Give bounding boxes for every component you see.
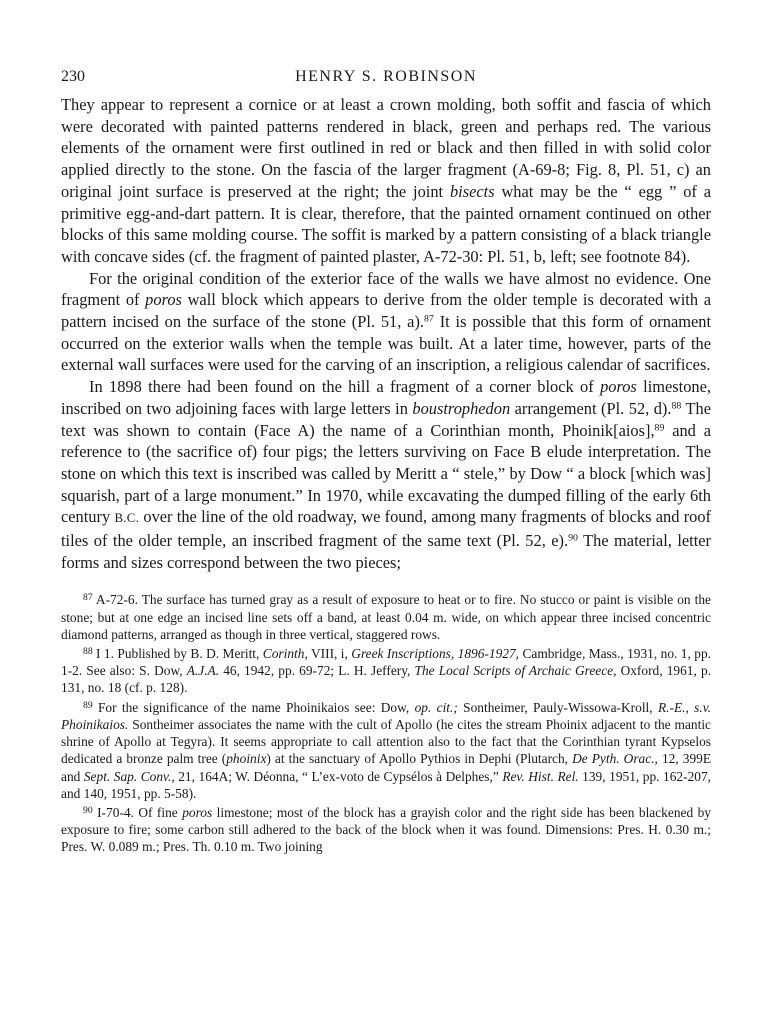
footnote-number: 87	[83, 592, 93, 604]
paragraph	[61, 376, 711, 573]
text-run: wall block which appears to derive from the older temple is decorated with a pattern incised on the surface of the stone (Pl. 51, a).	[61, 290, 711, 332]
footnote	[61, 699, 711, 802]
footnote-ref: 89	[654, 422, 665, 434]
footnote-number: 90	[83, 805, 93, 817]
footnote-number: 89	[83, 699, 93, 711]
text-run: I-70-4. Of fine	[92, 804, 183, 820]
text-run: Oxford, 1961, p. 131, no. 18 (cf. p. 128).	[61, 663, 711, 696]
text-run: For the original condition of the exterior face of the walls we have almost no evidence. One fragment of	[61, 268, 711, 310]
running-head	[61, 68, 711, 94]
paragraph	[61, 268, 711, 377]
italic-text: R.-E., s.v. Phoinikaios.	[61, 699, 711, 732]
italic-text: poros	[182, 804, 213, 820]
page-number: 230	[61, 68, 85, 85]
text-run: ) at the sanctuary of Apollo Pythios in Dephi (Plutarch,	[266, 751, 573, 767]
text-run: 21, 164A; W. Déonna, “ L’ex-voto de Cypsélos à Delphes,”	[174, 768, 503, 784]
italic-text: poros	[600, 377, 637, 397]
text-run: what may be the “ egg ” of a primitive egg-and-dart pattern. It is clear, therefore, that the painted ornament continued on other blocks of this same molding course. The soffit is marked by a pattern consisting of a black triangle with concave sides (cf. the fragment of painted plaster, A-72-30: Pl. 51, b, left; see footnote 84).	[61, 181, 711, 266]
text-run: 46, 1942, pp. 69-72; L. H. Jeffery,	[219, 663, 415, 679]
text-run: over the line of the old roadway, we found, among many fragments of blocks and roof tiles of the older temple, an inscribed fragment of the same text (Pl. 52, e).	[61, 507, 712, 551]
small-caps-text: B.C.	[114, 511, 140, 526]
text-run: For the significance of the name Phoinikaios see: Dow,	[92, 699, 415, 715]
footnote-ref: 88	[671, 400, 682, 412]
italic-text: boustrophedon	[412, 398, 511, 418]
italic-text: poros	[145, 290, 182, 310]
italic-text: Corinth,	[262, 646, 308, 662]
text-run: Sontheimer associates the name with the cult of Apollo (he cites the stream Phoinix adjacent to the mantic shrine of Apollo at Tegyra). It seems appropriate to call attention also to the fact that the Corinthian tyrant Kypselos dedicated a bronze palm tree (	[61, 716, 711, 767]
italic-text: A.J.A.	[186, 663, 220, 679]
footnotes	[61, 591, 711, 855]
italic-text: The Local Scripts of Archaic Greece,	[414, 663, 617, 679]
footnote-ref: 87	[424, 313, 434, 325]
italic-text: phoinix	[226, 751, 267, 767]
footnote-ref: 90	[568, 532, 578, 544]
body-text	[61, 94, 711, 573]
header-title: HENRY S. ROBINSON	[295, 68, 477, 85]
footnote-number: 88	[83, 646, 93, 658]
text-run: Cambridge, Mass., 1931, no. 1, pp. 1-2. See also: S. Dow,	[61, 646, 711, 679]
text-run: 139, 1951, pp. 162-207, and 140, 1951, pp. 5-58).	[61, 768, 712, 801]
page	[61, 68, 711, 858]
paragraph	[61, 94, 711, 268]
text-run: Sontheimer, Pauly-Wissowa-Kroll,	[457, 699, 658, 715]
text-run: 12, 399E and	[61, 751, 712, 784]
italic-text: Greek Inscriptions, 1896-1927,	[351, 646, 520, 662]
text-run: The material, letter forms and sizes correspond between the two pieces;	[61, 531, 711, 572]
text-run: VIII, i,	[307, 646, 352, 662]
italic-text: op. cit.;	[414, 699, 458, 715]
text-run: It is possible that this form of ornament occurred on the exterior walls when the temple was built. At a later time, however, parts of the external wall surfaces were used for the carving of an inscription, a religious calendar of sacrifices.	[61, 312, 712, 375]
text-run: They appear to represent a cornice or at least a crown molding, both soffit and fascia of which were decorated with painted patterns rendered in black, green and perhaps red. The various elements of the ornament were first outlined in red or black and then filled in with solid color applied directly to the stone. On the fascia of the larger fragment (A-69-8; Fig. 8, Pl. 51, c) an original joint surface is preserved at the right; the joint	[61, 95, 711, 201]
text-run: and a reference to (the sacrifice of) four pigs; the letters surviving on Face B elude interpretation. The stone on which this text is inscribed was called by Meritt a “ stele,” by Dow “ a block [which was] squarish, part of a large monument.” In 1970, while excavating the dumped filling of the early 6th century	[61, 420, 711, 527]
italic-text: Sept. Sap. Conv.,	[83, 768, 175, 784]
italic-text: bisects	[449, 181, 495, 201]
text-run: limestone, inscribed on two adjoining faces with large letters in	[61, 377, 711, 418]
text-run: A-72-6. The surface has turned gray as a result of exposure to heat or to fire. No stucco or paint is visible on the stone; but at one edge an incised line sets off a band, at least 0.04 m. wide, on which appear three incised concentric diamond patterns, arranged as though in three vertical, staggered rows.	[61, 592, 711, 642]
text-run: The text was shown to contain (Face A) the name of a Corinthian month, Phoinik[aios],	[61, 398, 711, 440]
italic-text: De Pyth. Orac.,	[572, 751, 658, 767]
italic-text: Rev. Hist. Rel.	[502, 768, 579, 784]
text-run: limestone; most of the block has a grayish color and the right side has been blackened by exposure to fire; some carbon still adhered to the back of the block when it was found. Dimensions: Pres. H. 0.30 m.; Pres. W. 0.089 m.; Pres. Th. 0.10 m. Two joining	[61, 804, 711, 855]
text-run: arrangement (Pl. 52, d).	[510, 398, 672, 418]
footnote	[61, 645, 711, 697]
footnote	[61, 804, 711, 856]
footnote	[61, 591, 711, 643]
text-run: In 1898 there had been found on the hill a fragment of a corner block of	[89, 377, 601, 397]
text-run: I 1. Published by B. D. Meritt,	[92, 646, 263, 662]
